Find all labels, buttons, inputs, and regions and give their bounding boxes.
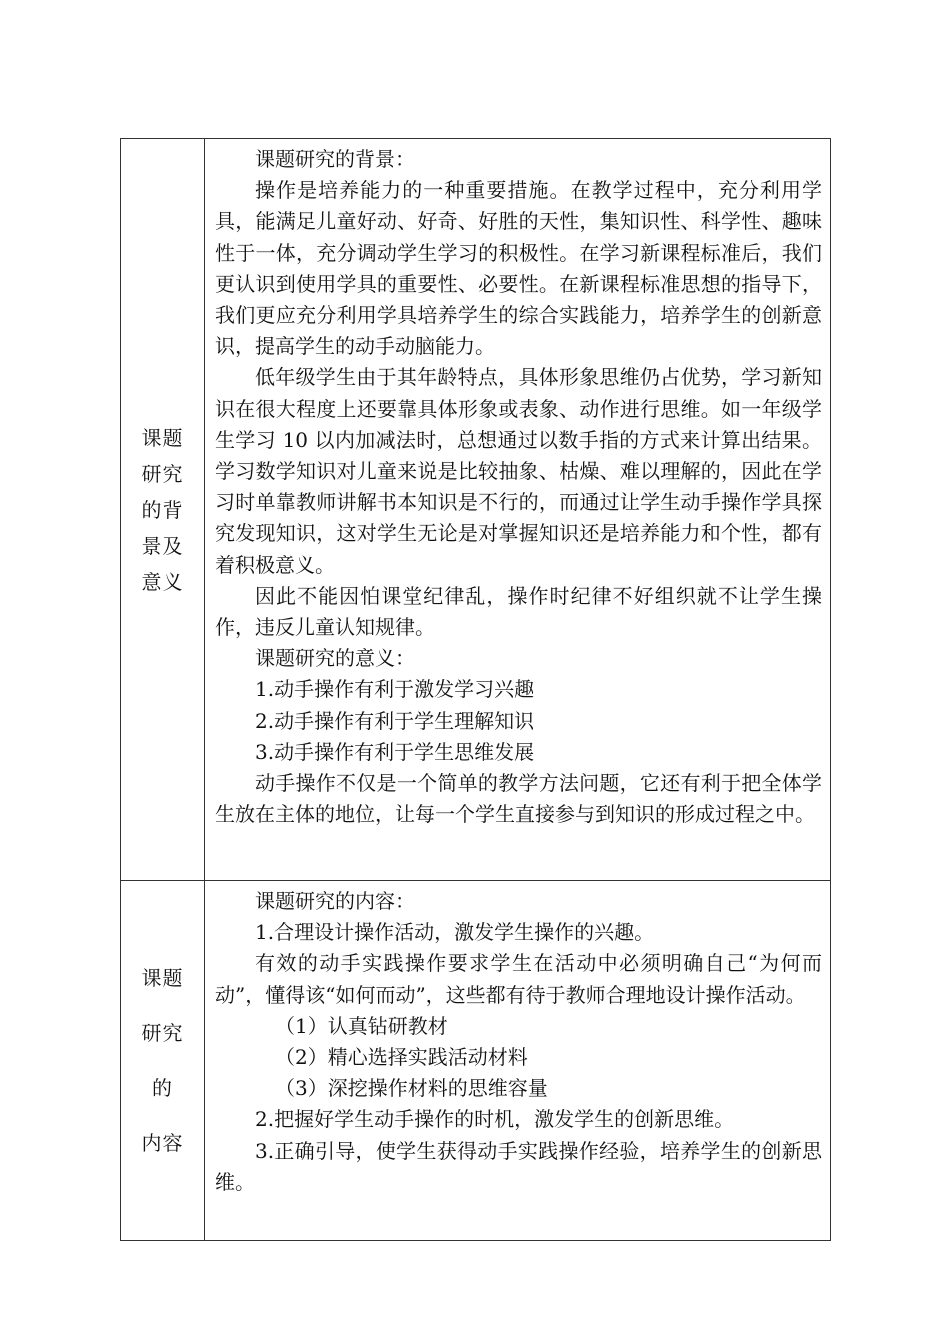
body-paragraph: 有效的动手实践操作要求学生在活动中必须明确自己“为何而动”，懂得该“如何而动”，这些都有待于教师合理地设计操作活动。 — [215, 951, 822, 1007]
row-label-cell — [121, 881, 205, 1241]
body-paragraph: 操作是培养能力的一种重要措施。在教学过程中，充分利用学具，能满足儿童好动、好奇、好胜的天性，集知识性、科学性、趣味性于一体，充分调动学生学习的积极性。在学习新课程标准后，我们更认识到使用学具的重要性、必要性。在新课程标准思想的指导下，我们更应充分利用学具培养学生的综合实践能力，培养学生的创新意识，提高学生的动手动脑能力。 — [215, 178, 822, 359]
research-table — [120, 138, 831, 1241]
label-line: 内容 — [141, 1130, 184, 1155]
label-line: 的背 — [141, 497, 184, 522]
body-paragraph: 低年级学生由于其年龄特点，具体形象思维仍占优势，学习新知识在很大程度上还要靠具体形象或表象、动作进行思维。如一年级学生学习 10 以内加减法时，总想通过以数手指的方式来计算出结果。学习数学知识对儿童来说是比较抽象、枯燥、难以理解的，因此在学习时单靠教师讲解书本知识是不行的，而通过让学生动手操作学具探究发现知识，这对学生无论是对掌握知识还是培养能力和个性，都有着积极意义。 — [215, 365, 822, 577]
list-item: 2.把握好学生动手操作的时机，激发学生的创新思维。 — [255, 1107, 735, 1132]
sub-list-item: （2）精心选择实践活动材料 — [275, 1045, 528, 1070]
table-row-content — [121, 881, 831, 1241]
section-heading: 课题研究的意义： — [255, 646, 415, 671]
list-item: 3.正确引导，使学生获得动手实践操作经验，培养学生的创新思维。 — [215, 1138, 822, 1194]
list-item: 2.动手操作有利于学生理解知识 — [255, 708, 535, 733]
list-item: 1.合理设计操作活动，激发学生操作的兴趣。 — [255, 920, 655, 945]
row-content-cell — [205, 881, 831, 1241]
label-line: 课题 — [141, 965, 184, 990]
label-line: 景及 — [141, 533, 184, 558]
list-item: 3.动手操作有利于学生思维发展 — [255, 739, 535, 764]
list-item: 1.动手操作有利于激发学习兴趣 — [255, 677, 535, 702]
sub-list-item: （1）认真钻研教材 — [275, 1013, 448, 1038]
body-paragraph: 因此不能因怕课堂纪律乱，操作时纪律不好组织就不让学生操作，违反儿童认知规律。 — [215, 583, 822, 640]
sub-list-item: （3）深挖操作材料的思维容量 — [275, 1076, 548, 1101]
section-heading: 课题研究的内容： — [255, 889, 415, 913]
row-label — [121, 951, 204, 1171]
section-heading: 课题研究的背景： — [255, 147, 415, 171]
label-line: 课题 — [141, 425, 184, 450]
label-line: 意义 — [141, 569, 184, 594]
row-label-cell — [121, 139, 205, 881]
label-line: 研究 — [141, 461, 184, 486]
body-paragraph: 动手操作不仅是一个简单的教学方法问题，它还有利于把全体学生放在主体的地位，让每一个学生直接参与到知识的形成过程之中。 — [215, 771, 822, 827]
row-content-cell — [205, 139, 831, 881]
label-line: 的 — [152, 1075, 173, 1100]
row-label — [121, 420, 204, 600]
table-row-background — [121, 139, 831, 881]
label-line: 研究 — [141, 1020, 184, 1045]
